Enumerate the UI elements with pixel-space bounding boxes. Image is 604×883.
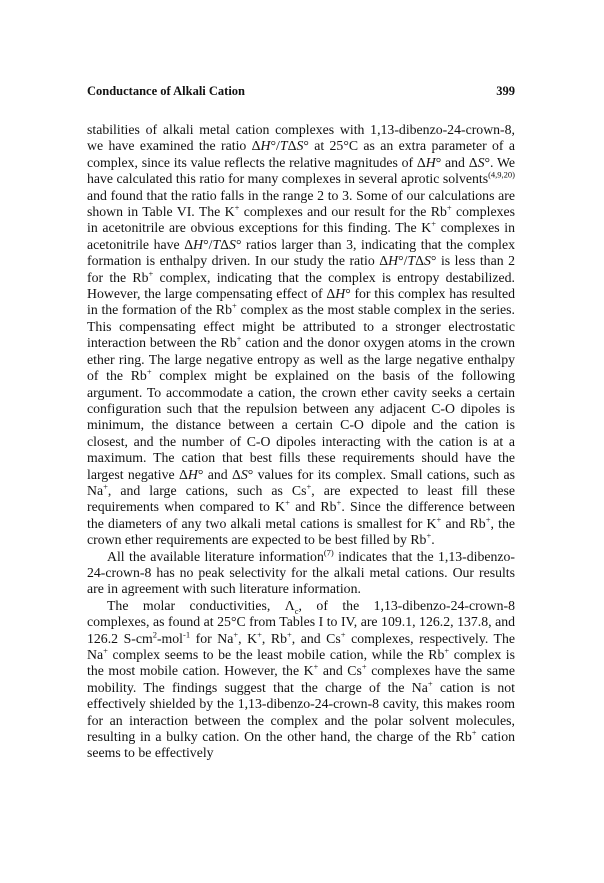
page-number: 399 <box>496 84 515 98</box>
running-head-title: Conductance of Alkali Cation <box>87 84 246 98</box>
paragraph-2: All the available literature information$^{(7)}$ indicates that the 1,13-dibenzo-24-crown-8 has no peak selectivity for the alkali metal cations. Our results are in agreement with such literature information. <box>87 546 515 597</box>
page <box>87 84 515 762</box>
paragraph-3: The molar conductivities, $\Lambda_c$, of the 1,13-dibenzo-24-crown-8 complexes, as found at 25°C from Tables I to IV, are 109.1, 126.2, 137.8, and 126.2 $S-cm^2-mol^{-1}$ for Na+, K+, Rb+, and Cs+ complexes, respectively. The Na+ complex seems to be the least mobile cation, while the Rb+ complex is the most mobile cation. However, the K+ and Cs+ complexes have the same mobility. The findings suggest that the charge of the Na+ cation is not effectively shielded by the 1,13-dibenzo-24-crown-8 cavity, this makes room for an interaction between the complex and the polar solvent molecules, resulting in a bulky cation. On the other hand, the charge of the Rb+ cation seems to be effectively <box>87 597 516 761</box>
body-text <box>87 122 515 762</box>
paragraph-1: stabilities of alkali metal cation complexes with 1,13-dibenzo-24-crown-8, we have examined the ratio ΔH°/TΔS° at 25°C as an extra parameter of a complex, since its value reflects the relative magnitudes of ΔH° and ΔS°. We have calculated this ratio for many complexes in several aprotic solvents$^{(4,9,20)}$ and found that the ratio falls in the range 2 to 3. Some of our calculations are shown in Table VI. The K+ complexes and our result for the Rb+ complexes in acetonitrile are obvious exceptions for this finding. The K+ complexes in acetonitrile have ΔH°/TΔS° ratios larger than 3, indicating that the complex formation is enthalpy driven. In our study the ratio ΔH°/TΔS° is less than 2 for the Rb+ complex, indicating that the complex is entropy destabilized. However, the large compensating effect of ΔH° for this complex has resulted in the formation of the Rb+ complex as the most stable complex in the series. This compensating effect might be attributed to a stronger electrostatic interaction between the Rb+ cation and the donor oxygen atoms in the crown ether ring. The large negative entropy as well as the large negative enthalpy of the Rb+ complex might be explained on the basis of the following argument. To accommodate a cation, the crown ether cavity seeks a certain configuration such that the repulsion between any adjacent C-O dipoles is minimum, the distance between a certain C-O dipole and the cation is closest, and the number of C-O dipoles interacting with the cation is at a maximum. The cation that best fills these requirements should have the largest negative ΔH° and ΔS° values for its complex. Small cations, such as Na+, and large cations, such as Cs+, are expected to least fill these requirements when compared to K+ and Rb+. Since the difference between the diameters of any two alkali metal cations is smallest for K+ and Rb+, the crown ether requirements are expected to be best filled by Rb+. <box>87 122 516 548</box>
running-head <box>87 84 515 104</box>
